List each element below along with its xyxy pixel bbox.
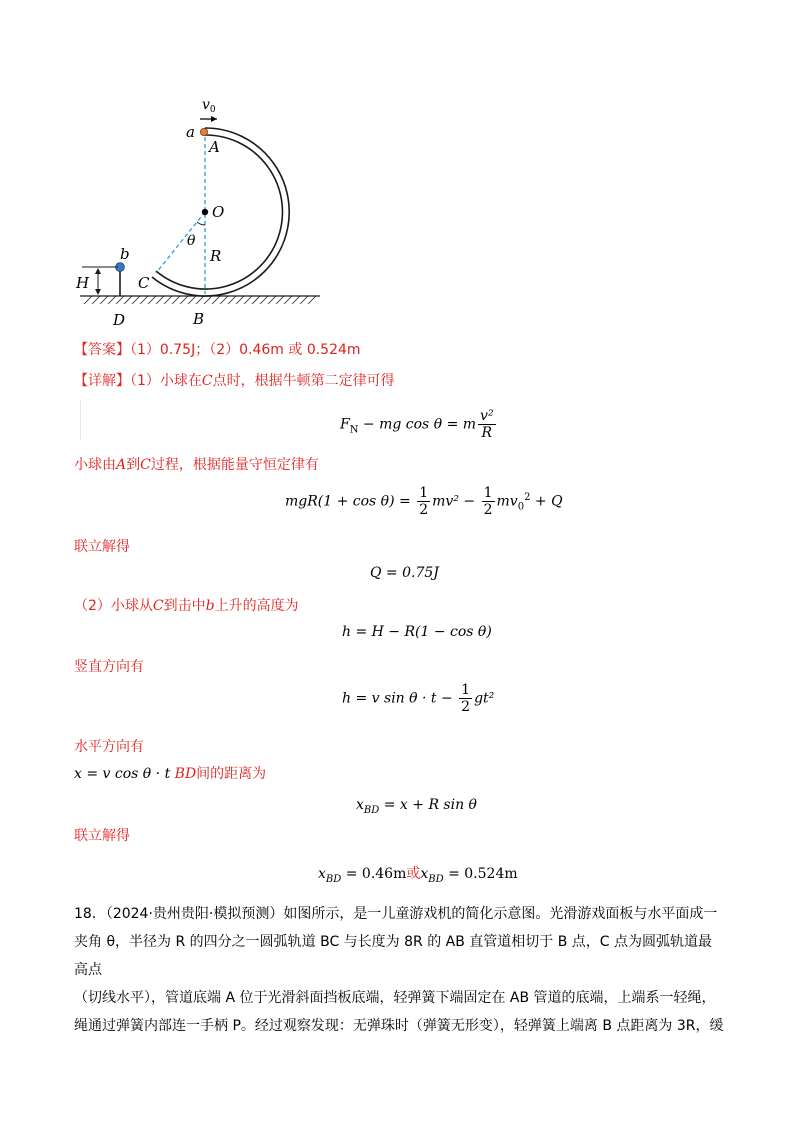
label-b: b <box>120 245 130 263</box>
step2-a: A <box>116 457 127 473</box>
eq2-half-2-den: 2 <box>483 502 493 518</box>
part2-c: C <box>152 598 164 614</box>
eq2-half-1 <box>417 485 430 518</box>
eq8-sub2: BD <box>428 873 444 885</box>
combine-2: 联立解得 <box>74 828 130 844</box>
step2-mid: 到 <box>126 457 141 473</box>
eq2-half-2-num: 1 <box>483 485 493 501</box>
eq2-half-1-den: 2 <box>419 502 429 518</box>
label-v0: $v_0$ <box>202 97 216 115</box>
center-o-dot <box>202 209 208 215</box>
problem-18 <box>74 900 724 1040</box>
label-D: D <box>113 311 126 329</box>
problem-18-line-2: 夹角 θ，半径为 R 的四分之一圆弧轨道 BC 与长度为 8R 的 AB 直管道相切于 B 点，C 点为圆弧轨道最高点 <box>74 934 713 978</box>
eq8-v1: = 0.46m <box>341 866 407 882</box>
label-A: A <box>209 138 220 156</box>
part2-line <box>74 596 299 616</box>
equation-h: h = H − R(1 − cos θ) <box>342 624 492 640</box>
ball-a <box>200 128 207 135</box>
eq5-fraction <box>459 682 472 715</box>
step2-post: 过程，根据能量守恒定律有 <box>150 457 319 473</box>
part2-mid: 到击中 <box>163 598 206 614</box>
label-R: R <box>210 247 222 265</box>
eq2-tail: + Q <box>530 493 563 510</box>
eq5-lhs: h = v sin θ · t − <box>342 690 458 707</box>
combine-1: 联立解得 <box>74 539 130 555</box>
step2-pre: 小球由 <box>74 457 116 473</box>
part2-post: 上升的高度为 <box>214 598 299 614</box>
eq1-f: F <box>340 416 350 433</box>
eq5-tail: gt² <box>474 690 495 707</box>
step2-c: C <box>140 457 151 473</box>
detail-intro-post: 点时，根据牛顿第二定律可得 <box>212 373 395 389</box>
eq1-f-sub: N <box>349 424 359 436</box>
eq2-term2-sub: 0 <box>517 501 525 513</box>
answer-text: （1）0.75J；（2）0.46m 或 0.524m <box>130 342 361 358</box>
label-H: H <box>76 274 90 292</box>
problem-18-line-1: 18．（2024·贵州贵阳·模拟预测）如图所示，是一儿童游戏机的简化示意图。光滑游戏面板与水平面成一 <box>74 906 718 922</box>
equation-q: Q = 0.75J <box>370 565 439 581</box>
label-O: O <box>212 203 225 221</box>
detail-tag: 【详解】 <box>74 373 130 389</box>
h-arrow-down <box>95 289 101 295</box>
eq2-half-1-num: 1 <box>419 485 429 501</box>
eq7-rhs: = x + R sin θ <box>379 797 477 813</box>
part2-pre: （2）小球从 <box>74 598 153 614</box>
eq1-den: R <box>481 425 493 441</box>
label-theta: θ <box>187 233 196 249</box>
eq1-fraction <box>478 408 496 441</box>
label-B: B <box>193 310 205 328</box>
eq2-half-2 <box>482 485 495 518</box>
detail-point-c: C <box>201 373 213 389</box>
eq1-mid: − mg cos θ = m <box>358 416 477 433</box>
theta-arc <box>197 222 205 225</box>
eq5-den: 2 <box>461 699 471 715</box>
eq2-term1: mv² − <box>432 493 480 510</box>
equation-xbd <box>356 795 477 821</box>
eq2-term2: mv <box>496 493 518 510</box>
left-margin-bar <box>80 400 81 440</box>
dashed-radius-oc <box>156 212 205 273</box>
eq6-post: 间的距离为 <box>196 766 267 782</box>
eq8-x1: x <box>318 866 326 882</box>
equation-vertical <box>342 682 494 715</box>
horizontal-label: 水平方向有 <box>74 739 144 755</box>
eq2-term2-sup: 2 <box>524 491 531 503</box>
equation-result <box>318 864 518 890</box>
eq1-num: v² <box>480 408 494 424</box>
eq7-sub: BD <box>363 804 380 816</box>
equation-newton <box>340 408 498 441</box>
eq6-bd: BD <box>174 766 197 782</box>
answer-tag: 【答案】 <box>74 342 130 358</box>
answer-line <box>74 340 361 360</box>
v0-arrow-head <box>211 116 217 122</box>
eq8-x2: x <box>420 866 429 882</box>
problem-18-line-4: 绳通过弹簧内部连一手柄 P。经过观察发现：无弹珠时（弹簧无形变），轻弹簧上端离 B 点距离为 3R，缓 <box>74 1018 724 1034</box>
step2-line <box>74 455 319 475</box>
physics-figure <box>70 95 330 340</box>
eq8-or: 或 <box>406 866 421 882</box>
h-arrow-up <box>95 268 101 274</box>
eq2-lhs: mgR(1 + cos θ) = <box>285 493 416 510</box>
label-a: a <box>186 123 195 141</box>
eq6-expr: x = v cos θ · t <box>74 766 171 782</box>
eq5-num: 1 <box>461 682 471 698</box>
eq8-v2: = 0.524m <box>443 866 518 882</box>
problem-18-line-3: （切线水平），管道底端 A 位于光滑斜面挡板底端，轻弹簧下端固定在 AB 管道的底端，上端系一轻绳， <box>74 990 716 1006</box>
part2-b: b <box>205 598 215 614</box>
eq7-x: x <box>356 797 364 813</box>
detail-line <box>74 371 395 391</box>
equation-energy <box>285 485 563 518</box>
equation-horizontal-line <box>74 764 266 784</box>
label-C: C <box>138 274 150 292</box>
vertical-label: 竖直方向有 <box>74 659 144 675</box>
eq8-sub1: BD <box>325 873 342 885</box>
ground-hatch <box>84 296 316 304</box>
detail-intro-pre: （1）小球在 <box>130 373 202 389</box>
